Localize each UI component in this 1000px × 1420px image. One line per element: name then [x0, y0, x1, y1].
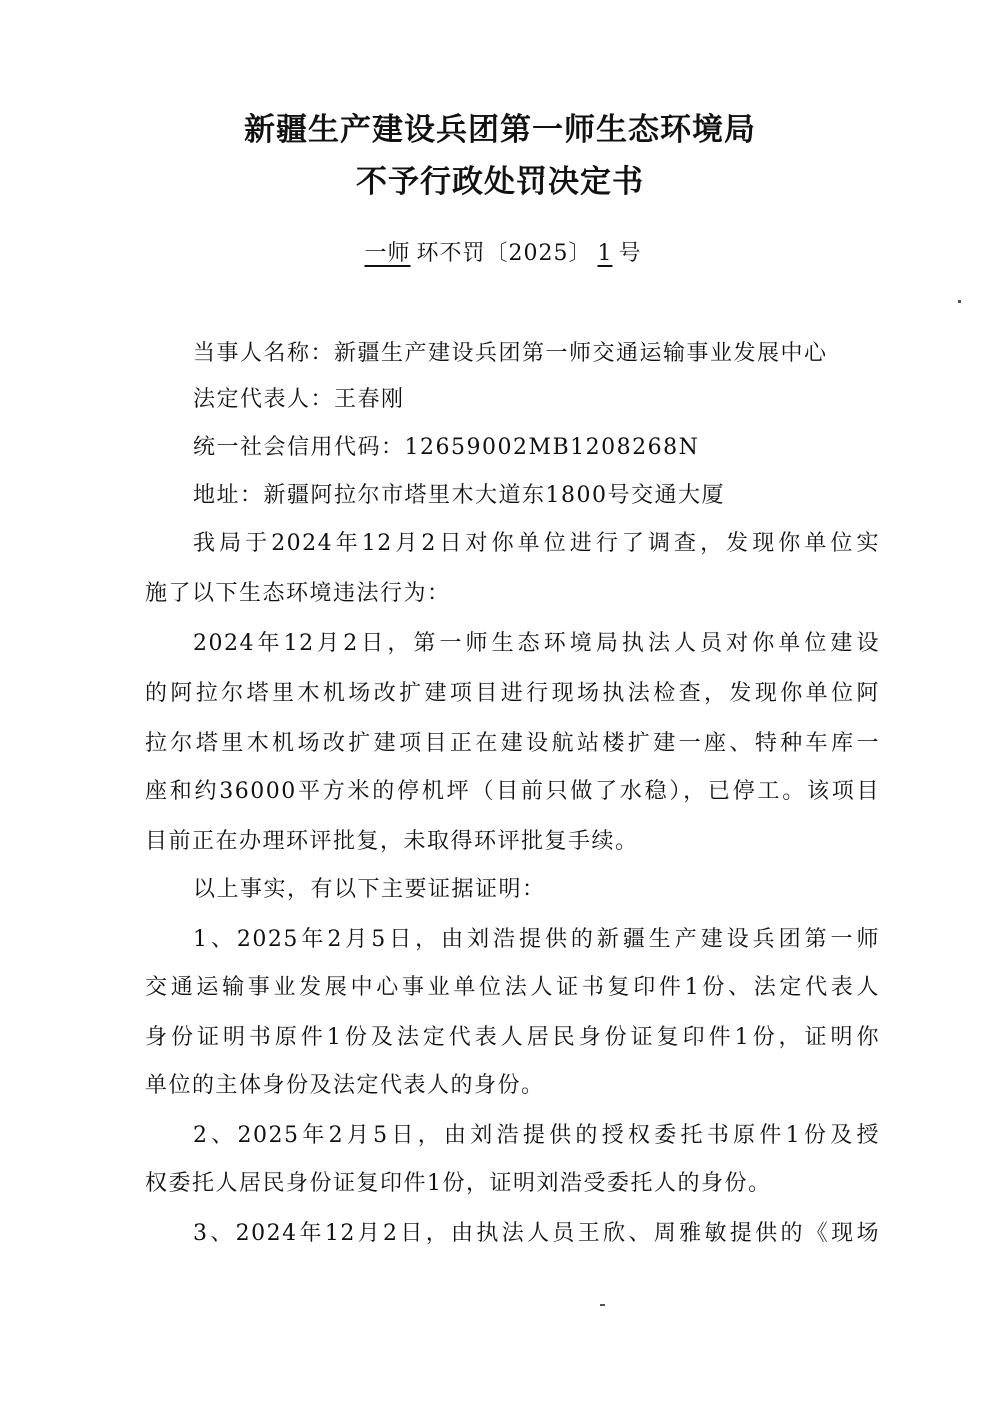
paragraph-line: 拉尔塔里木机场改扩建项目正在建设航站楼扩建一座、特种车库一	[145, 731, 880, 756]
document-number	[0, 236, 1000, 272]
document-number-prefix: 一师	[364, 241, 411, 266]
evidence-line: 权委托人居民身份证复印件1份，证明刘浩受委托人的身份。	[145, 1171, 772, 1196]
document-number-suffix: 号	[618, 241, 642, 266]
scan-speck	[958, 300, 961, 303]
credit-code-line: 统一社会信用代码：12659002MB1208268N	[193, 435, 700, 460]
evidence-line: 单位的主体身份及法定代表人的身份。	[145, 1073, 545, 1098]
paragraph-line: 以上事实，有以下主要证据证明：	[193, 877, 546, 902]
scan-speck	[600, 1304, 605, 1306]
document-number-middle: 环不罚〔2025〕	[416, 241, 592, 266]
document-title-line1: 新疆生产建设兵团第一师生态环境局	[244, 112, 756, 148]
paragraph-line: 的阿拉尔塔里木机场改扩建项目进行现场执法检查，发现你单位阿	[145, 681, 880, 706]
document-title-line2: 不予行政处罚决定书	[356, 164, 644, 200]
paragraph-line: 施了以下生态环境违法行为：	[145, 581, 451, 606]
paragraph-line: 2024年12月2日，第一师生态环境局执法人员对你单位建设	[193, 631, 880, 656]
evidence-line: 3、2024年12月2日，由执法人员王欣、周雅敏提供的《现场	[193, 1221, 880, 1246]
paragraph-line: 我局于2024年12月2日对你单位进行了调查，发现你单位实	[193, 531, 880, 556]
paragraph-line: 座和约36000平方米的停机坪（目前只做了水稳），已停工。该项目	[145, 779, 880, 804]
document-number-value: 1	[597, 241, 613, 266]
party-name-line: 当事人名称：新疆生产建设兵团第一师交通运输事业发展中心	[193, 341, 828, 366]
address-line: 地址：新疆阿拉尔市塔里木大道东1800号交通大厦	[193, 483, 725, 508]
paragraph-line: 目前正在办理环评批复，未取得环评批复手续。	[145, 829, 639, 854]
evidence-line: 身份证明书原件1份及法定代表人居民身份证复印件1份，证明你	[145, 1025, 880, 1050]
evidence-line: 交通运输事业发展中心事业单位法人证书复印件1份、法定代表人	[145, 975, 880, 1000]
evidence-line: 2、2025年2月5日，由刘浩提供的授权委托书原件1份及授	[193, 1123, 880, 1148]
legal-representative-line: 法定代表人：王春刚	[193, 387, 405, 412]
evidence-line: 1、2025年2月5日，由刘浩提供的新疆生产建设兵团第一师	[193, 927, 880, 952]
